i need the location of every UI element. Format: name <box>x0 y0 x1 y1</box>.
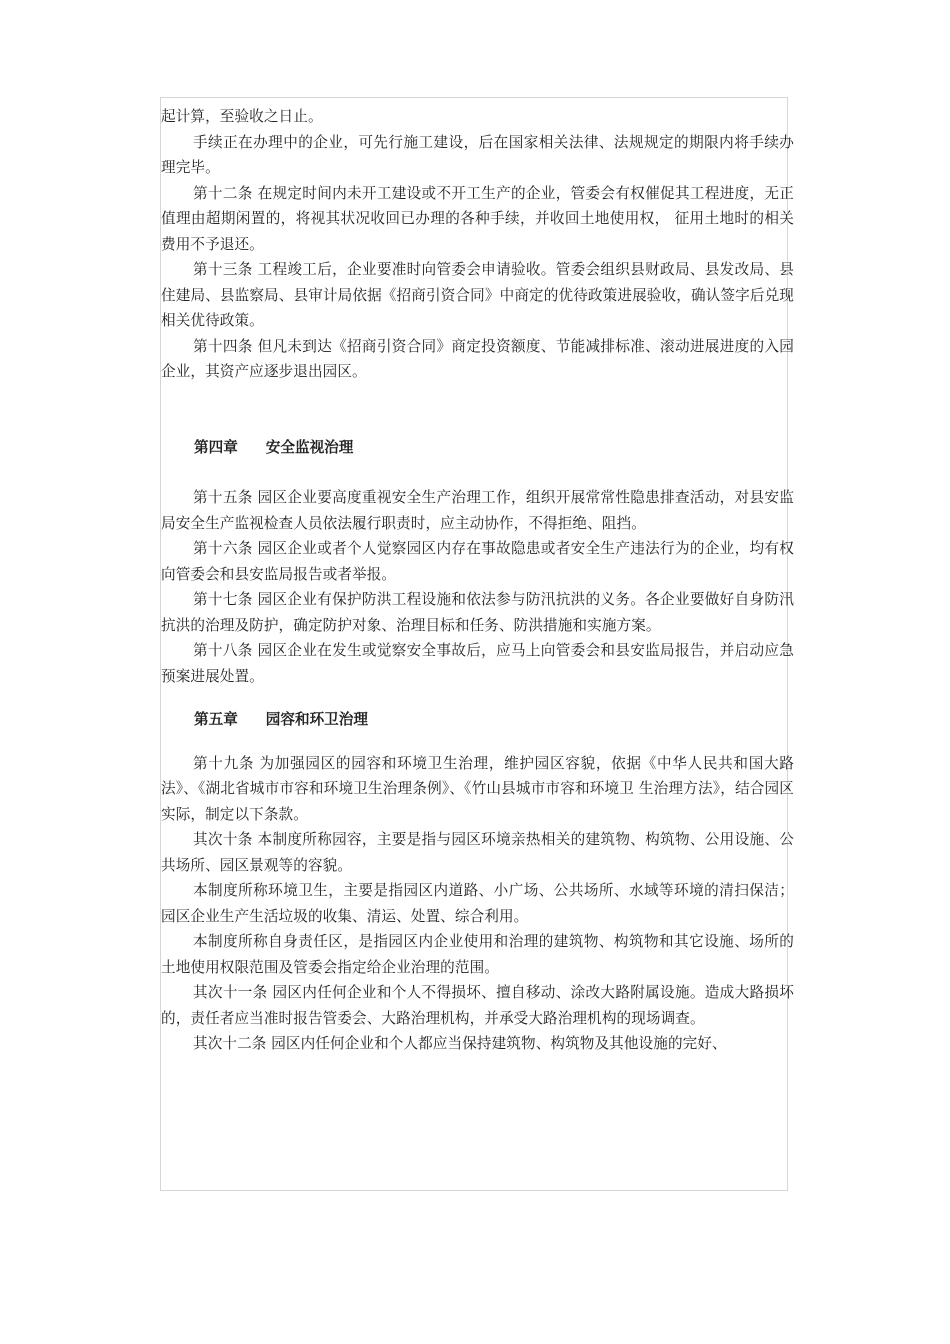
chapter-title: 安全监视治理 <box>265 438 354 456</box>
paragraph: 手续正在办理中的企业，可先行施工建设，后在国家相关法律、法规规定的期限内将手续办理完毕。 <box>161 133 794 176</box>
chapter-5-heading <box>161 707 794 733</box>
article-21: 其次十一条 园区内任何企业和个人不得损坏、擅自移动、涂改大路附属设施。造成大路损坏的，责任者应当准时报告管委会、大路治理机构，并承受大路治理机构的现场调查。 <box>161 984 794 1027</box>
article-14: 第十四条 但凡未到达《招商引资合同》商定投资额度、节能减排标准、滚动进展进度的入园企业，其资产应逐步退出园区。 <box>161 337 794 380</box>
article-22: 其次十二条 园区内任何企业和个人都应当保持建筑物、构筑物及其他设施的完好、 <box>193 1035 727 1052</box>
chapter-4-heading <box>161 435 794 461</box>
article-18: 第十八条 园区企业在发生或觉察安全事故后，应马上向管委会和县安监局报告，并启动应急预案进展处置。 <box>161 642 794 685</box>
chapter-number: 第四章 <box>194 438 238 456</box>
paragraph: 本制度所称环境卫生，主要是指园区内道路、小广场、公共场所、水域等环境的清扫保洁；园区企业生产生活垃圾的收集、清运、处置、综合利用。 <box>161 882 794 925</box>
article-12: 第十二条 在规定时间内未开工建设或不开工生产的企业，管委会有权催促其工程进度，无正值理由超期闲置的，将视其状况收回已办理的各种手续，并收回土地使用权， 征用土地时的相关费用不予退还。 <box>161 184 794 253</box>
chapter-title: 园容和环卫治理 <box>265 711 368 728</box>
article-15: 第十五条 园区企业要高度重视安全生产治理工作，组织开展常常性隐患排查活动，对县安监局安全生产监视检查人员依法履行职责时，应主动协作，不得拒绝、阻挡。 <box>161 489 794 532</box>
article-16: 第十六条 园区企业或者个人觉察园区内存在事故隐患或者安全生产违法行为的企业，均有权向管委会和县安监局报告或者举报。 <box>161 540 794 583</box>
paragraph: 本制度所称自身责任区，是指园区内企业使用和治理的建筑物、构筑物和其它设施、场所的土地使用权限范围及管委会指定给企业治理的范围。 <box>161 933 794 976</box>
article-20: 其次十条 本制度所称园容，主要是指与园区环境亲热相关的建筑物、构筑物、公用设施、公共场所、园区景观等的容貌。 <box>161 831 794 874</box>
paragraph: 起计算，至验收之日止。 <box>161 108 323 125</box>
article-13: 第十三条 工程竣工后，企业要准时向管委会申请验收。管委会组织县财政局、县发改局、县住建局、县监察局、县审计局依据《招商引资合同》中商定的优待政策进展验收，确认签字后兑现相关优待政策。 <box>161 261 794 329</box>
article-19: 第十九条 为加强园区的园容和环境卫生治理，维护园区容貌，依据《中华人民共和国大路法》、《湖北省城市市容和环境卫生治理条例》、《竹山县城市市容和环境卫 生治理方法》，结合园区实际，制定以下条款。 <box>161 754 794 823</box>
article-17: 第十七条 园区企业有保护防洪工程设施和依法参与防汛抗洪的义务。各企业要做好自身防汛抗洪的治理及防护，确定防护对象、治理目标和任务、防洪措施和实施方案。 <box>161 591 794 634</box>
document-body <box>161 104 794 1057</box>
chapter-number: 第五章 <box>194 711 238 728</box>
